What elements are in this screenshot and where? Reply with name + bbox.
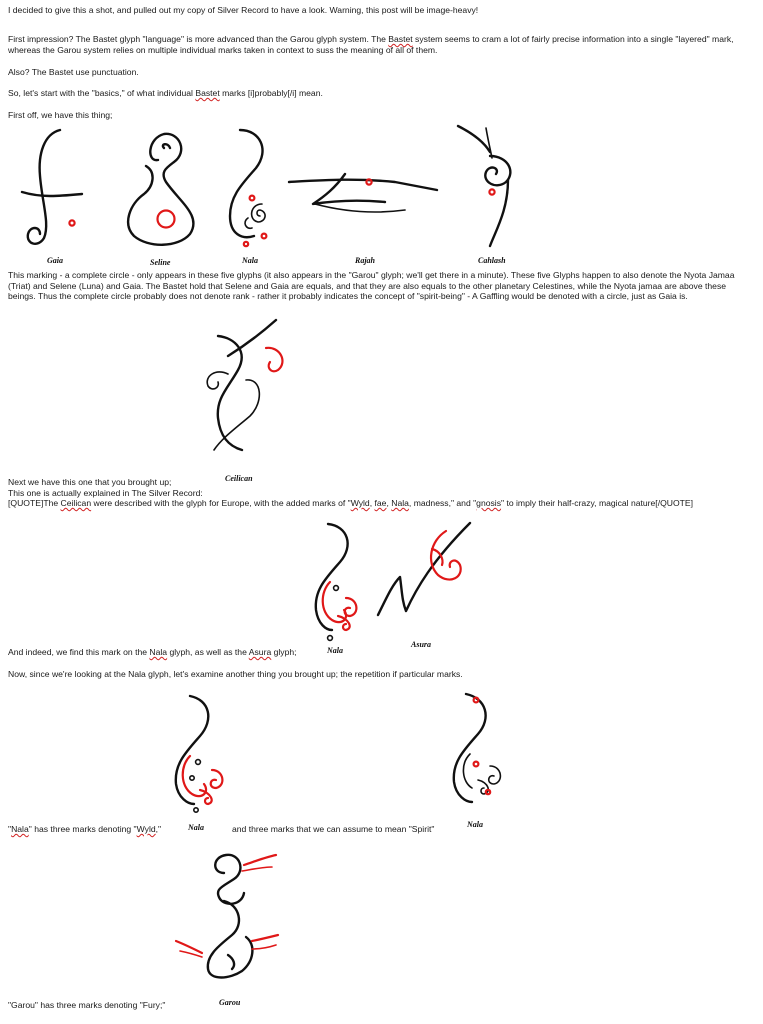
- spellcheck-word: Asura: [248, 647, 272, 657]
- nala-wyld-glyph-image: [158, 692, 238, 822]
- asura-label: Asura: [411, 640, 432, 649]
- spellcheck-word: Wyld: [350, 498, 370, 508]
- text-run: whereas the Garou system relies on multiple individual marks taken in context to suss the meaning of all of them.: [8, 44, 438, 55]
- text-run: [QUOTE]The: [8, 498, 61, 508]
- text-run: marks [i]probably[/i] mean.: [219, 88, 323, 98]
- next-text: Next we have this one that you brought up;: [8, 477, 172, 487]
- spellcheck-word: Ceilican: [60, 498, 92, 508]
- text-run: " has three marks denoting ": [28, 824, 137, 834]
- intro-text: I decided to give this a shot, and pulled out my copy of Silver Record to have a look. Warning, this post will be image-heavy!: [8, 5, 479, 15]
- garou-glyph-image: [172, 845, 282, 995]
- basics-paragraph: [8, 88, 323, 99]
- text-run: First impression? The Bastet glyph "language" is more advanced than the Garou glyph system. The: [8, 34, 389, 44]
- text-run: glyph, as well as the: [167, 647, 249, 657]
- ceilican-label: Ceilican: [225, 474, 253, 483]
- cahlash-glyph-image: [450, 120, 530, 260]
- rajah-label: Rajah: [355, 256, 376, 265]
- text-run: ,: [369, 498, 375, 508]
- complete-circle-text: This marking - a complete circle - only appears in these five glyphs (it also appears in the "Garou" glyph; we'll get there in a minute). These five Glyphs happen to also denote the Nyota Jamaa (Triat) and Selene (Luna) and Gaia. The Bastet hold that Selene and Gaia are equals, and that they are also equals to the other planetary Celestines, while the Nyota jamaa are above these beings. Thus the complete circle probably does not denote rank - rather it probably indicates the concept of "spirit-being" - A Gaffling would be denoted with a circle, just as Gaia is.: [8, 270, 735, 301]
- punctuation-text: Also? The Bastet use punctuation.: [8, 67, 139, 77]
- seline-label: Seline: [150, 258, 171, 267]
- cahlash-label: Cahlash: [478, 256, 506, 265]
- text-run: , madness," and ": [408, 498, 477, 508]
- text-run: ,": [155, 824, 162, 834]
- garou-paragraph: [8, 1000, 165, 1011]
- nala-wyld-label: Nala: [188, 823, 204, 832]
- next-paragraph: [8, 477, 693, 509]
- nala-colored-label: Nala: [327, 646, 343, 655]
- spirit-text: and three marks that we can assume to mean "Spirit": [232, 824, 435, 834]
- spellcheck-word: Bastet: [388, 34, 413, 44]
- first-off-text: First off, we have this thing;: [8, 110, 113, 120]
- spellcheck-word: gnosis: [476, 498, 502, 508]
- text-run: So, let's start with the "basics," of what individual: [8, 88, 196, 98]
- seline-glyph-image: [120, 124, 210, 264]
- intro-paragraph: [8, 5, 478, 16]
- nala-colored-glyph-image: [298, 520, 378, 650]
- asura-glyph-image: [372, 515, 482, 635]
- spellcheck-word: Wyld: [136, 824, 156, 834]
- nala-spirit-label: Nala: [467, 820, 483, 829]
- repetition-paragraph: [8, 669, 463, 680]
- nala-label: Nala: [242, 256, 258, 265]
- ceilican-glyph-image: [188, 318, 298, 468]
- nala-spirit-glyph-image: [436, 688, 516, 818]
- spellcheck-word: Nala: [149, 647, 168, 657]
- text-run: ": [8, 824, 12, 834]
- text-run: And indeed, we find this mark on the: [8, 647, 150, 657]
- repetition-text: Now, since we're looking at the Nala glyph, let's examine another thing you brought up; the repetition if particular marks.: [8, 669, 463, 679]
- first-impression-paragraph: [8, 34, 734, 55]
- text-run: were described with the glyph for Europe, with the added marks of ": [91, 498, 351, 508]
- spellcheck-word: Nala: [391, 498, 409, 508]
- gaia-glyph-image: [20, 124, 90, 264]
- spellcheck-word: Bastet: [195, 88, 220, 98]
- text-run: system seems to cram a lot of fairly precise information into a single "layered" mark,: [412, 34, 734, 44]
- nala-asura-paragraph: [8, 647, 297, 658]
- text-run: " to imply their half-crazy, magical nature[/QUOTE]: [501, 498, 694, 508]
- first-off-paragraph: [8, 110, 112, 121]
- garou-label: Garou: [219, 998, 241, 1007]
- punctuation-paragraph: [8, 67, 139, 78]
- silver-record-text: This one is actually explained in The Silver Record:: [8, 487, 203, 498]
- rajah-glyph-image: [285, 160, 445, 250]
- text-run: ,: [386, 498, 392, 508]
- garou-text: "Garou" has three marks denoting "Fury;": [8, 1000, 166, 1010]
- nala-glyph-image: [212, 124, 282, 264]
- spirit-paragraph: [232, 824, 434, 835]
- nala-wyld-paragraph: [8, 824, 161, 835]
- complete-circle-paragraph: [8, 270, 748, 302]
- spellcheck-word: Nala: [11, 824, 29, 834]
- text-run: glyph;: [271, 647, 297, 657]
- spellcheck-word: fae: [374, 498, 387, 508]
- gaia-label: Gaia: [47, 256, 63, 265]
